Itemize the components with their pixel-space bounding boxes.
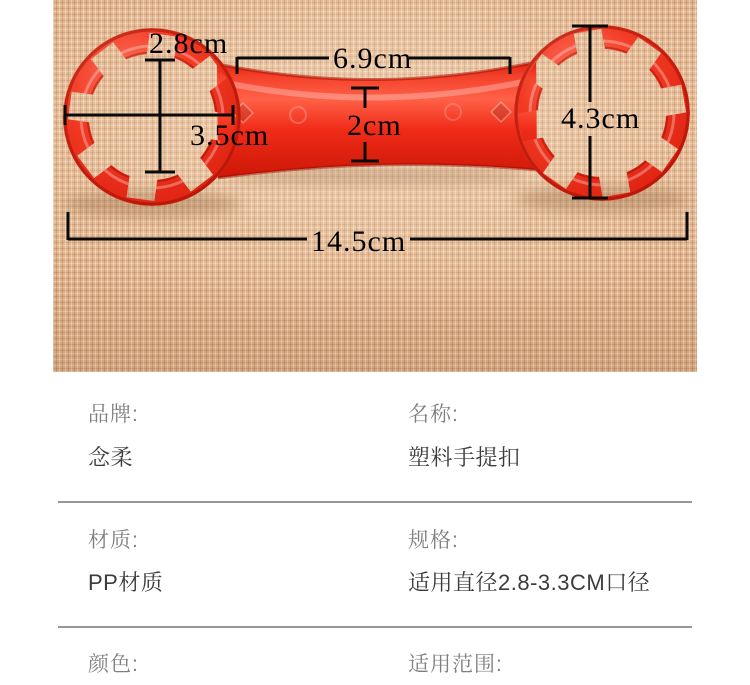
dimension-label-inner-diameter: 2.8cm (149, 27, 229, 60)
dimension-label-bar-width: 2cm (347, 109, 402, 142)
spec-label-material: 材质: (88, 529, 139, 552)
dimension-label-right-ring-diameter: 4.3cm (561, 102, 641, 135)
spec-value-specification: 适用直径2.8-3.3CM口径 (408, 570, 651, 595)
row-divider (58, 501, 692, 503)
spec-label-name: 名称: (408, 403, 459, 426)
spec-value-material: PP材质 (88, 570, 164, 595)
spec-label-specification: 规格: (408, 529, 459, 552)
row-divider (58, 626, 692, 628)
dimension-label-total-length: 14.5cm (311, 225, 407, 258)
spec-label-color: 颜色: (88, 653, 139, 676)
dimension-label-bar-length: 6.9cm (333, 42, 413, 75)
spec-label-brand: 品牌: (88, 403, 139, 426)
spec-value-brand: 念柔 (88, 445, 134, 470)
product-photo (53, 0, 697, 372)
spec-label-applicable-range: 适用范围: (408, 653, 503, 676)
spec-value-name: 塑料手提扣 (408, 445, 521, 470)
dimension-label-left-ring-diameter: 3.5cm (190, 119, 270, 152)
